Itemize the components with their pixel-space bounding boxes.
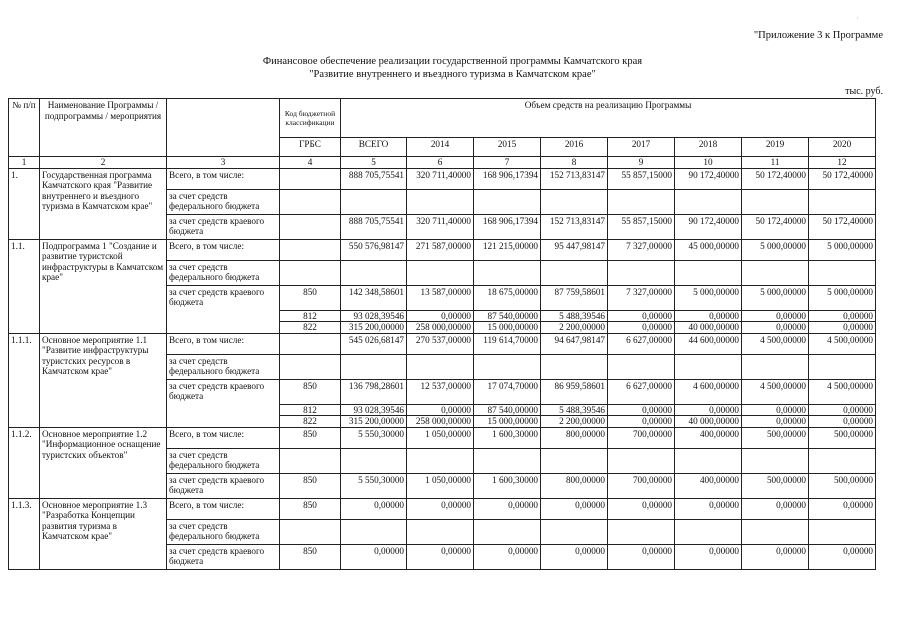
grbs-code: 850 bbox=[280, 285, 341, 310]
funding-source: за счет средств федерального бюджета bbox=[167, 189, 280, 214]
grbs-code bbox=[280, 260, 341, 285]
row-number: 1.1. bbox=[9, 239, 40, 333]
year-value bbox=[675, 448, 742, 473]
table-body bbox=[9, 168, 876, 569]
row-number: 1.1.3. bbox=[9, 498, 40, 569]
year-value: 5 488,39546 bbox=[541, 404, 608, 416]
total-value: 545 026,68147 bbox=[341, 333, 407, 354]
year-value: 13 587,00000 bbox=[407, 285, 474, 310]
year-value: 0,00000 bbox=[675, 310, 742, 322]
year-value: 0,00000 bbox=[474, 498, 541, 519]
total-value: 0,00000 bbox=[341, 498, 407, 519]
year-value bbox=[608, 519, 675, 544]
row-name: Подпрограмма 1 "Создание и развитие туристской инфраструктуры в Камчатском крае" bbox=[40, 239, 167, 333]
year-value: 700,00000 bbox=[608, 473, 675, 498]
header-code: Код бюджетной классификации bbox=[280, 99, 341, 138]
header-year: 2020 bbox=[809, 138, 876, 157]
table-row bbox=[9, 498, 876, 519]
title-line-2: "Развитие внутреннего и въездного туризма в Камчатском крае" bbox=[309, 69, 596, 80]
year-value bbox=[608, 354, 675, 379]
year-value: 271 587,00000 bbox=[407, 239, 474, 260]
year-value: 0,00000 bbox=[742, 404, 809, 416]
total-value bbox=[341, 519, 407, 544]
year-value: 5 000,00000 bbox=[742, 285, 809, 310]
grbs-code bbox=[280, 239, 341, 260]
table-row bbox=[9, 239, 876, 260]
year-value bbox=[675, 519, 742, 544]
year-value: 55 857,15000 bbox=[608, 168, 675, 189]
total-value bbox=[341, 448, 407, 473]
year-value: 6 627,00000 bbox=[608, 333, 675, 354]
total-value: 550 576,98147 bbox=[341, 239, 407, 260]
total-value: 93 028,39546 bbox=[341, 310, 407, 322]
year-value: 5 488,39546 bbox=[541, 310, 608, 322]
year-value bbox=[474, 354, 541, 379]
year-value bbox=[742, 260, 809, 285]
year-value bbox=[474, 260, 541, 285]
year-value: 55 857,15000 bbox=[608, 214, 675, 239]
column-index: 2 bbox=[40, 157, 167, 169]
year-value bbox=[474, 189, 541, 214]
year-value bbox=[541, 260, 608, 285]
year-value: 4 500,00000 bbox=[742, 379, 809, 404]
year-value: 1 050,00000 bbox=[407, 427, 474, 448]
year-value: 152 713,83147 bbox=[541, 168, 608, 189]
units-label: тыс. руб. bbox=[845, 86, 883, 97]
table-row bbox=[9, 427, 876, 448]
year-value: 0,00000 bbox=[407, 404, 474, 416]
header-year: 2018 bbox=[675, 138, 742, 157]
total-value: 888 705,75541 bbox=[341, 214, 407, 239]
year-value: 0,00000 bbox=[608, 416, 675, 428]
year-value: 0,00000 bbox=[474, 544, 541, 569]
year-value: 7 327,00000 bbox=[608, 239, 675, 260]
funding-source: Всего, в том числе: bbox=[167, 427, 280, 448]
column-index: 4 bbox=[280, 157, 341, 169]
year-value: 1 050,00000 bbox=[407, 473, 474, 498]
total-value: 136 798,28601 bbox=[341, 379, 407, 404]
total-value: 93 028,39546 bbox=[341, 404, 407, 416]
total-value bbox=[341, 354, 407, 379]
grbs-code bbox=[280, 354, 341, 379]
year-value: 0,00000 bbox=[675, 404, 742, 416]
year-value bbox=[742, 189, 809, 214]
year-value bbox=[675, 189, 742, 214]
year-value: 500,00000 bbox=[742, 473, 809, 498]
funding-source: за счет средств краевого бюджета bbox=[167, 214, 280, 239]
year-value: 40 000,00000 bbox=[675, 416, 742, 428]
year-value bbox=[608, 189, 675, 214]
year-value bbox=[809, 448, 876, 473]
year-value: 258 000,00000 bbox=[407, 322, 474, 334]
year-value: 0,00000 bbox=[742, 416, 809, 428]
year-value: 500,00000 bbox=[742, 427, 809, 448]
year-value bbox=[407, 189, 474, 214]
year-value: 700,00000 bbox=[608, 427, 675, 448]
year-value bbox=[608, 448, 675, 473]
grbs-code bbox=[280, 519, 341, 544]
year-value: 5 000,00000 bbox=[675, 285, 742, 310]
year-value: 2 200,00000 bbox=[541, 322, 608, 334]
year-value bbox=[608, 260, 675, 285]
column-index: 3 bbox=[167, 157, 280, 169]
year-value: 0,00000 bbox=[407, 310, 474, 322]
year-value: 4 600,00000 bbox=[675, 379, 742, 404]
year-value: 95 447,98147 bbox=[541, 239, 608, 260]
year-value bbox=[809, 189, 876, 214]
year-value: 0,00000 bbox=[608, 310, 675, 322]
funding-source: за счет средств федерального бюджета bbox=[167, 519, 280, 544]
scan-mark: · bbox=[856, 14, 859, 23]
year-value: 258 000,00000 bbox=[407, 416, 474, 428]
total-value bbox=[341, 189, 407, 214]
financing-table bbox=[8, 98, 876, 570]
year-value: 5 000,00000 bbox=[809, 285, 876, 310]
year-value: 0,00000 bbox=[675, 544, 742, 569]
year-value: 0,00000 bbox=[809, 322, 876, 334]
year-value bbox=[541, 189, 608, 214]
funding-source: за счет средств федерального бюджета bbox=[167, 354, 280, 379]
total-value: 5 550,30000 bbox=[341, 427, 407, 448]
row-name: Основное мероприятие 1.2 "Информационное оснащение туристских объектов" bbox=[40, 427, 167, 498]
year-value: 87 540,00000 bbox=[474, 404, 541, 416]
header-year: 2014 bbox=[407, 138, 474, 157]
year-value bbox=[675, 260, 742, 285]
year-value: 0,00000 bbox=[407, 544, 474, 569]
total-value: 888 705,75541 bbox=[341, 168, 407, 189]
document-title bbox=[0, 55, 905, 81]
year-value: 500,00000 bbox=[809, 427, 876, 448]
funding-source: Всего, в том числе: bbox=[167, 168, 280, 189]
funding-source: за счет средств краевого бюджета bbox=[167, 285, 280, 333]
year-value: 94 647,98147 bbox=[541, 333, 608, 354]
year-value: 50 172,40000 bbox=[809, 168, 876, 189]
funding-source: за счет средств краевого бюджета bbox=[167, 473, 280, 498]
year-value: 0,00000 bbox=[742, 322, 809, 334]
grbs-code bbox=[280, 448, 341, 473]
year-value: 12 537,00000 bbox=[407, 379, 474, 404]
year-value: 50 172,40000 bbox=[742, 168, 809, 189]
year-value: 121 215,00000 bbox=[474, 239, 541, 260]
year-value: 0,00000 bbox=[809, 310, 876, 322]
year-value: 168 906,17394 bbox=[474, 168, 541, 189]
year-value bbox=[407, 354, 474, 379]
year-value: 119 614,70000 bbox=[474, 333, 541, 354]
column-index: 10 bbox=[675, 157, 742, 169]
row-number: 1.1.2. bbox=[9, 427, 40, 498]
funding-source: за счет средств краевого бюджета bbox=[167, 379, 280, 427]
year-value: 400,00000 bbox=[675, 427, 742, 448]
year-value: 270 537,00000 bbox=[407, 333, 474, 354]
year-value: 168 906,17394 bbox=[474, 214, 541, 239]
year-value: 86 959,58601 bbox=[541, 379, 608, 404]
year-value: 2 200,00000 bbox=[541, 416, 608, 428]
year-value: 17 074,70000 bbox=[474, 379, 541, 404]
header-total: ВСЕГО bbox=[341, 138, 407, 157]
year-value: 45 000,00000 bbox=[675, 239, 742, 260]
grbs-code: 850 bbox=[280, 427, 341, 448]
row-name: Основное мероприятие 1.3 "Разработка Концепции развития туризма в Камчатском крае" bbox=[40, 498, 167, 569]
column-index: 8 bbox=[541, 157, 608, 169]
year-value: 5 000,00000 bbox=[742, 239, 809, 260]
total-value: 5 550,30000 bbox=[341, 473, 407, 498]
year-value: 1 600,30000 bbox=[474, 427, 541, 448]
year-value: 1 600,30000 bbox=[474, 473, 541, 498]
year-value: 7 327,00000 bbox=[608, 285, 675, 310]
year-value bbox=[742, 354, 809, 379]
header-grbs: ГРБС bbox=[280, 138, 341, 157]
year-value bbox=[407, 519, 474, 544]
year-value bbox=[541, 354, 608, 379]
header-empty bbox=[167, 99, 280, 157]
column-index: 12 bbox=[809, 157, 876, 169]
year-value: 0,00000 bbox=[809, 498, 876, 519]
year-value: 0,00000 bbox=[608, 544, 675, 569]
header-year: 2019 bbox=[742, 138, 809, 157]
year-value: 0,00000 bbox=[742, 310, 809, 322]
grbs-code: 812 bbox=[280, 404, 341, 416]
funding-source: за счет средств федерального бюджета bbox=[167, 260, 280, 285]
year-value: 5 000,00000 bbox=[809, 239, 876, 260]
year-value: 0,00000 bbox=[809, 544, 876, 569]
column-index: 9 bbox=[608, 157, 675, 169]
year-value bbox=[742, 519, 809, 544]
year-value bbox=[474, 519, 541, 544]
table-row bbox=[9, 168, 876, 189]
funding-source: за счет средств краевого бюджета bbox=[167, 544, 280, 569]
funding-source: Всего, в том числе: bbox=[167, 239, 280, 260]
header-year: 2017 bbox=[608, 138, 675, 157]
year-value: 87 759,58601 bbox=[541, 285, 608, 310]
year-value: 90 172,40000 bbox=[675, 214, 742, 239]
grbs-code: 850 bbox=[280, 498, 341, 519]
year-value: 320 711,40000 bbox=[407, 168, 474, 189]
grbs-code: 822 bbox=[280, 416, 341, 428]
year-value: 15 000,00000 bbox=[474, 416, 541, 428]
total-value: 315 200,00000 bbox=[341, 322, 407, 334]
year-value: 0,00000 bbox=[742, 498, 809, 519]
year-value: 87 540,00000 bbox=[474, 310, 541, 322]
grbs-code bbox=[280, 214, 341, 239]
year-value: 0,00000 bbox=[608, 498, 675, 519]
year-value: 50 172,40000 bbox=[809, 214, 876, 239]
grbs-code: 822 bbox=[280, 322, 341, 334]
year-value bbox=[474, 448, 541, 473]
column-index: 11 bbox=[742, 157, 809, 169]
grbs-code: 812 bbox=[280, 310, 341, 322]
year-value bbox=[541, 519, 608, 544]
year-value: 800,00000 bbox=[541, 473, 608, 498]
year-value bbox=[809, 519, 876, 544]
year-value: 0,00000 bbox=[541, 544, 608, 569]
grbs-code: 850 bbox=[280, 379, 341, 404]
year-value: 800,00000 bbox=[541, 427, 608, 448]
column-index: 5 bbox=[341, 157, 407, 169]
total-value: 0,00000 bbox=[341, 544, 407, 569]
year-value: 152 713,83147 bbox=[541, 214, 608, 239]
row-number: 1. bbox=[9, 168, 40, 239]
funding-source: за счет средств федерального бюджета bbox=[167, 448, 280, 473]
year-value: 320 711,40000 bbox=[407, 214, 474, 239]
header-year: 2015 bbox=[474, 138, 541, 157]
year-value: 40 000,00000 bbox=[675, 322, 742, 334]
row-name: Государственная программа Камчатского края "Развитие внутреннего и въездного туризма в Камчатском крае" bbox=[40, 168, 167, 239]
total-value bbox=[341, 260, 407, 285]
header-name: Наименование Программы / подпрограммы / мероприятия bbox=[40, 99, 167, 157]
year-value: 50 172,40000 bbox=[742, 214, 809, 239]
year-value: 0,00000 bbox=[608, 322, 675, 334]
year-value bbox=[407, 260, 474, 285]
year-value bbox=[809, 354, 876, 379]
year-value: 0,00000 bbox=[809, 404, 876, 416]
column-index: 1 bbox=[9, 157, 40, 169]
year-value: 500,00000 bbox=[809, 473, 876, 498]
appendix-label: "Приложение 3 к Программе bbox=[753, 30, 883, 41]
year-value: 0,00000 bbox=[608, 404, 675, 416]
grbs-code bbox=[280, 333, 341, 354]
year-value: 0,00000 bbox=[809, 416, 876, 428]
row-number: 1.1.1. bbox=[9, 333, 40, 427]
grbs-code: 850 bbox=[280, 473, 341, 498]
year-value bbox=[675, 354, 742, 379]
grbs-code: 850 bbox=[280, 544, 341, 569]
total-value: 315 200,00000 bbox=[341, 416, 407, 428]
year-value: 0,00000 bbox=[407, 498, 474, 519]
total-value: 142 348,58601 bbox=[341, 285, 407, 310]
year-value bbox=[809, 260, 876, 285]
year-value: 4 500,00000 bbox=[742, 333, 809, 354]
column-index: 6 bbox=[407, 157, 474, 169]
header-volume: Объем средств на реализацию Программы bbox=[341, 99, 876, 138]
row-name: Основное мероприятие 1.1 "Развитие инфраструктуры туристских ресурсов в Камчатском крае" bbox=[40, 333, 167, 427]
year-value: 0,00000 bbox=[541, 498, 608, 519]
year-value: 400,00000 bbox=[675, 473, 742, 498]
header-num: № п/п bbox=[9, 99, 40, 157]
year-value: 6 627,00000 bbox=[608, 379, 675, 404]
year-value: 90 172,40000 bbox=[675, 168, 742, 189]
year-value bbox=[541, 448, 608, 473]
year-value bbox=[742, 448, 809, 473]
grbs-code bbox=[280, 189, 341, 214]
header-year: 2016 bbox=[541, 138, 608, 157]
year-value: 0,00000 bbox=[675, 498, 742, 519]
grbs-code bbox=[280, 168, 341, 189]
year-value: 18 675,00000 bbox=[474, 285, 541, 310]
year-value bbox=[407, 448, 474, 473]
year-value: 15 000,00000 bbox=[474, 322, 541, 334]
title-line-1: Финансовое обеспечение реализации государственной программы Камчатского края bbox=[262, 56, 643, 67]
table-row bbox=[9, 333, 876, 354]
year-value: 4 500,00000 bbox=[809, 333, 876, 354]
column-index: 7 bbox=[474, 157, 541, 169]
year-value: 0,00000 bbox=[742, 544, 809, 569]
funding-source: Всего, в том числе: bbox=[167, 333, 280, 354]
year-value: 44 600,00000 bbox=[675, 333, 742, 354]
funding-source: Всего, в том числе: bbox=[167, 498, 280, 519]
year-value: 4 500,00000 bbox=[809, 379, 876, 404]
